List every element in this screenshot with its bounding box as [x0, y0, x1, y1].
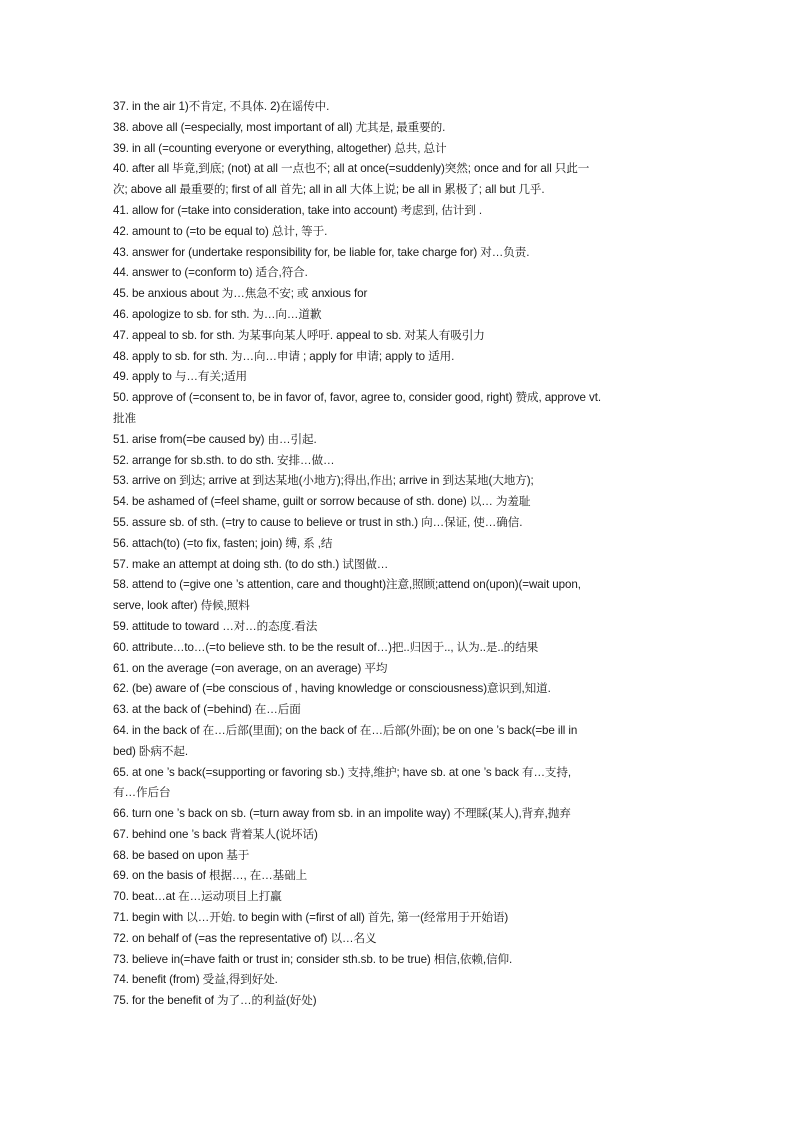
entry-line: 43. answer for (undertake responsibility for, be liable for, take charge for) 对…负责.: [113, 245, 530, 259]
phrase-entry: [113, 263, 713, 284]
phrase-entry: [113, 638, 713, 659]
phrase-entry: [113, 617, 713, 638]
entry-line: 49. apply to 与…有关;适用: [113, 370, 247, 384]
entry-line: 74. benefit (from) 受益,得到好处.: [113, 973, 278, 987]
phrase-entry: [113, 430, 713, 451]
entry-line-continuation: 次; above all 最重要的; first of all 首先; all in all 大体上说; be all in 累极了; all but 几乎.: [113, 183, 545, 197]
phrase-entry: [113, 534, 713, 555]
entry-line: 73. believe in(=have faith or trust in; consider sth.sb. to be true) 相信,依赖,信仰.: [113, 952, 513, 966]
phrase-entry: [113, 492, 713, 513]
entry-line: 68. be based on upon 基于: [113, 848, 250, 862]
phrase-entry: [113, 700, 713, 721]
phrase-entry: [113, 201, 713, 222]
entry-line-continuation: 批准: [113, 411, 136, 425]
entry-line: 69. on the basis of 根据…, 在…基础上: [113, 869, 308, 883]
phrase-entry: [113, 721, 713, 763]
phrase-entry: [113, 326, 713, 347]
entry-line: 41. allow for (=take into consideration, take into account) 考虑到, 估计到 .: [113, 203, 482, 217]
entry-line: 70. beat…at 在…运动项目上打赢: [113, 890, 282, 904]
phrase-entry: [113, 970, 713, 991]
entry-line: 65. at one ’s back(=supporting or favoring sb.) 支持,维护; have sb. at one ’s back 有…支持,: [113, 765, 572, 779]
phrase-entry: [113, 97, 713, 118]
entry-line: 53. arrive on 到达; arrive at 到达某地(小地方);得出,作出; arrive in 到达某地(大地方);: [113, 474, 534, 488]
phrase-entry: [113, 222, 713, 243]
entry-line: 37. in the air 1)不肯定, 不具体. 2)在谣传中.: [113, 100, 330, 113]
phrase-entry: [113, 763, 713, 805]
entry-line: 64. in the back of 在…后部(里面); on the back of 在…后部(外面); be on one ’s back(=be ill in: [113, 723, 578, 737]
entry-line: 40. after all 毕竟,到底; (not) at all 一点也不; all at once(=suddenly)突然; once and for all 只此一: [113, 162, 590, 176]
entry-line: 75. for the benefit of 为了…的利益(好处): [113, 994, 317, 1008]
entry-line: 60. attribute…to…(=to believe sth. to be the result of…)把..归因于.., 认为..是..的结果: [113, 640, 539, 654]
entry-line: 48. apply to sb. for sth. 为…向…申请 ; apply for 申请; apply to 适用.: [113, 349, 455, 363]
entry-line: 71. begin with 以…开始. to begin with (=first of all) 首先, 第一(经常用于开始语): [113, 911, 509, 925]
phrase-entry: [113, 388, 713, 430]
entry-line: 44. answer to (=conform to) 适合,符合.: [113, 266, 308, 280]
entry-line: 47. appeal to sb. for sth. 为某事向某人呼吁. appeal to sb. 对某人有吸引力: [113, 328, 485, 342]
entry-line: 63. at the back of (=behind) 在…后面: [113, 703, 301, 717]
phrase-entry: [113, 243, 713, 264]
phrase-entry: [113, 575, 713, 617]
phrase-entry: [113, 159, 713, 201]
phrase-entry: [113, 825, 713, 846]
phrase-entry: [113, 679, 713, 700]
phrase-entry: [113, 471, 713, 492]
phrase-entry: [113, 139, 713, 160]
phrase-entry: [113, 305, 713, 326]
entry-line: 66. turn one ’s back on sb. (=turn away from sb. in an impolite way) 不理睬(某人),背弃,抛弃: [113, 807, 571, 821]
phrase-entry: [113, 991, 713, 1012]
phrase-entry: [113, 659, 713, 680]
entry-line: 52. arrange for sb.sth. to do sth. 安排…做…: [113, 453, 335, 467]
phrase-entry: [113, 451, 713, 472]
entry-line: 38. above all (=especially, most important of all) 尤其是, 最重要的.: [113, 120, 446, 134]
entry-line: 57. make an attempt at doing sth. (to do sth.) 试图做…: [113, 557, 389, 571]
phrase-entry: [113, 367, 713, 388]
entry-line: 55. assure sb. of sth. (=try to cause to believe or trust in sth.) 向…保证, 使…确信.: [113, 515, 523, 529]
phrase-entry: [113, 950, 713, 971]
entry-line: 56. attach(to) (=to fix, fasten; join) 缚, 系 ,结: [113, 536, 333, 550]
phrase-entry: [113, 908, 713, 929]
phrase-entry: [113, 846, 713, 867]
phrase-entry: [113, 284, 713, 305]
entry-line: 42. amount to (=to be equal to) 总计, 等于.: [113, 224, 328, 238]
entry-line: 72. on behalf of (=as the representative of) 以…名义: [113, 931, 377, 945]
entry-line: 59. attitude to toward …对…的态度.看法: [113, 619, 318, 633]
entry-line-continuation: serve, look after) 侍候,照料: [113, 599, 250, 613]
entry-line-continuation: 有…作后台: [113, 786, 171, 800]
phrase-entry: [113, 887, 713, 908]
phrase-entry: [113, 866, 713, 887]
phrase-list: [113, 97, 713, 1012]
entry-line-continuation: bed) 卧病不起.: [113, 744, 189, 758]
entry-line: 46. apologize to sb. for sth. 为…向…道歉: [113, 307, 322, 321]
phrase-entry: [113, 347, 713, 368]
phrase-entry: [113, 929, 713, 950]
phrase-entry: [113, 513, 713, 534]
phrase-entry: [113, 118, 713, 139]
entry-line: 61. on the average (=on average, on an average) 平均: [113, 661, 388, 675]
entry-line: 62. (be) aware of (=be conscious of , having knowledge or consciousness)意识到,知道.: [113, 682, 551, 696]
entry-line: 67. behind one ’s back 背着某人(说坏话): [113, 827, 318, 841]
phrase-entry: [113, 804, 713, 825]
phrase-entry: [113, 555, 713, 576]
entry-line: 50. approve of (=consent to, be in favor of, favor, agree to, consider good, right) 赞成, approve vt.: [113, 391, 601, 405]
entry-line: 45. be anxious about 为…焦急不安; 或 anxious for: [113, 287, 368, 301]
entry-line: 58. attend to (=give one ’s attention, care and thought)注意,照顾;attend on(upon)(=wait upon,: [113, 578, 581, 592]
entry-line: 54. be ashamed of (=feel shame, guilt or sorrow because of sth. done) 以… 为羞耻: [113, 495, 531, 509]
entry-line: 51. arise from(=be caused by) 由…引起.: [113, 432, 317, 446]
entry-line: 39. in all (=counting everyone or everything, altogether) 总共, 总计: [113, 141, 447, 155]
